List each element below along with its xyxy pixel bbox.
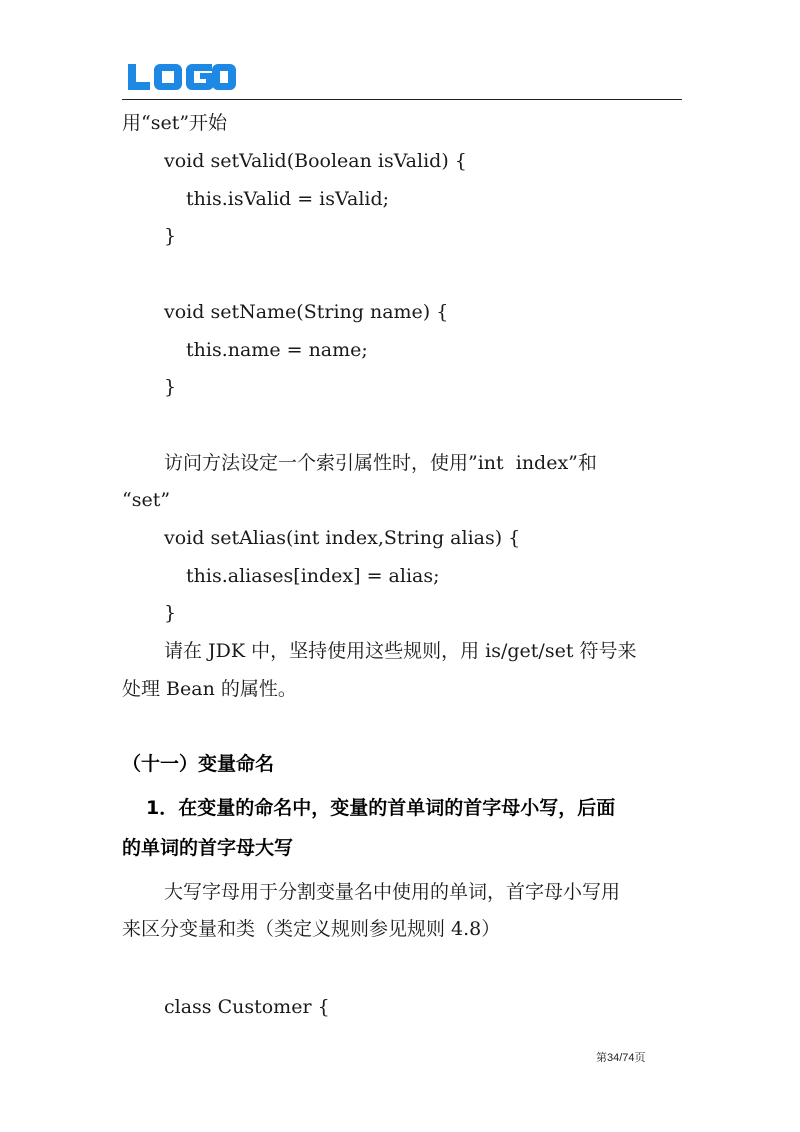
header-rule bbox=[122, 99, 682, 100]
code-line: this.aliases[index] = alias; bbox=[186, 565, 440, 587]
rule-heading: 1．在变量的命名中，变量的首单词的首字母小写，后面 bbox=[146, 797, 616, 819]
text-line: 处理 Bean 的属性。 bbox=[122, 678, 297, 700]
text-line: 大写字母用于分割变量名中使用的单词，首字母小写用 bbox=[164, 881, 621, 903]
page-number: 第34/74页 bbox=[596, 1052, 646, 1064]
code-line: } bbox=[164, 225, 177, 247]
logo-image bbox=[128, 62, 236, 92]
code-line: class Customer { bbox=[164, 996, 330, 1018]
code-line: this.isValid = isValid; bbox=[186, 188, 390, 210]
code-line: } bbox=[164, 602, 177, 624]
code-line: } bbox=[164, 376, 177, 398]
code-line: this.name = name; bbox=[186, 339, 368, 361]
code-line: void setName(String name) { bbox=[164, 301, 449, 323]
code-line: void setValid(Boolean isValid) { bbox=[164, 150, 467, 172]
text-line: 请在 JDK 中，坚持使用这些规则，用 is/get/set 符号来 bbox=[164, 640, 637, 662]
text-line: 访问方法设定一个索引属性时，使用”int index”和 bbox=[164, 452, 597, 474]
text-line: “set” bbox=[122, 489, 171, 511]
text-line: 来区分变量和类（类定义规则参见规则 4.8） bbox=[122, 918, 501, 940]
rule-heading: 的单词的首字母大写 bbox=[122, 837, 294, 859]
text-line: 用“set”开始 bbox=[122, 112, 228, 134]
code-line: void setAlias(int index,String alias) { bbox=[164, 527, 521, 549]
section-heading: （十一）变量命名 bbox=[122, 753, 275, 775]
